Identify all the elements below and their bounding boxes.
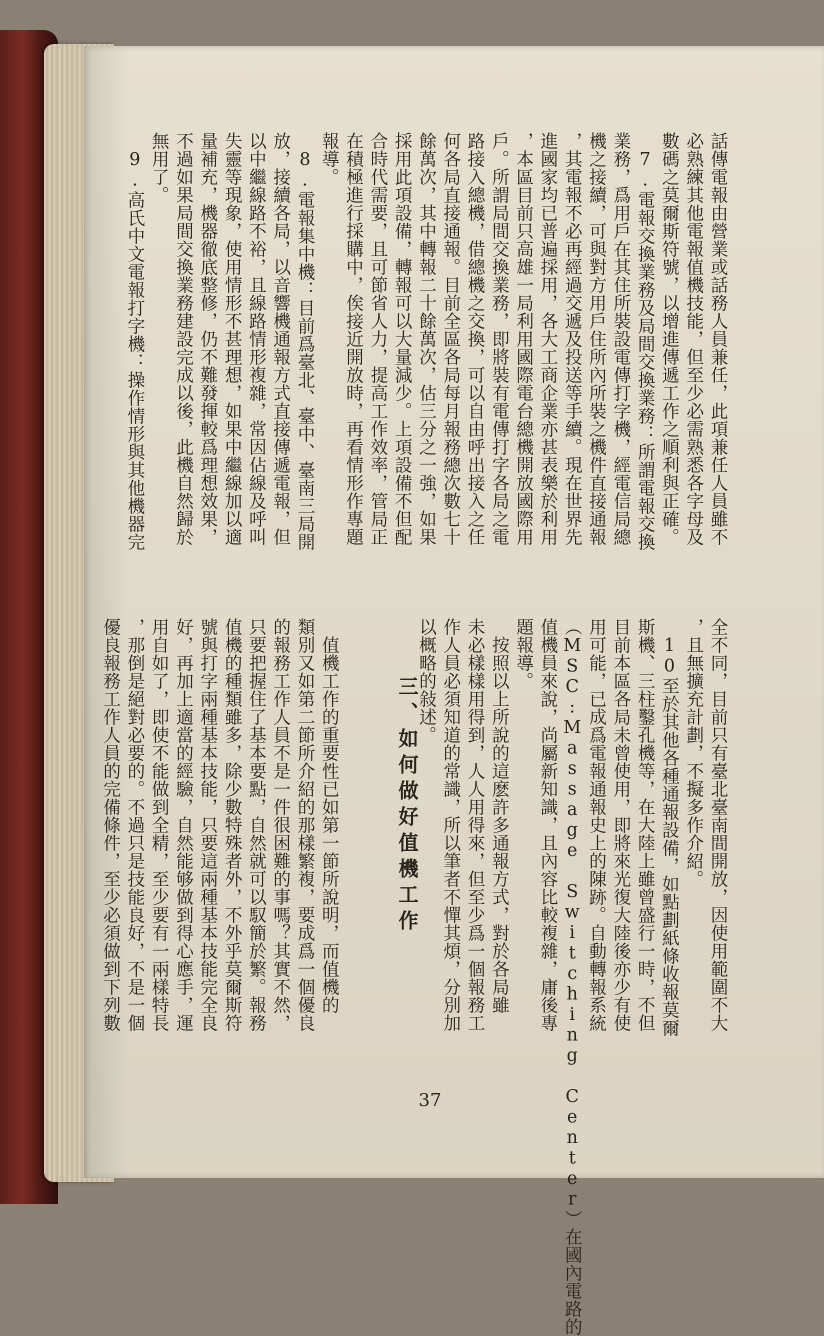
section-heading: 三、如何做好值機工作 [395, 676, 419, 936]
lower-text-block: 全不同，目前只有臺北臺南間開放，因使用範圍不大 ，且無擴充計劃，不擬多作介紹。 10至於其他各種通報設備，如點劃紙條收報莫爾 斯機、三柱鑿孔機等，在大陸上雖曾盛行一時，不但 目前本區各局未曾使用，即將來光復大陸後亦少有使 用可能，已成爲電報通報史上的陳跡。自動轉報系統 （MSC:Massage Switching Center）在國內電路的 值機員來說，尚屬新知識，且內容比較複雜，庸後專 題報導。 按照以上所說的這麽許多通報方式，對於各局雖 未必樣樣用得到，人人用得來，但至少爲一個報務工 作人員必須知道的常識，所以筆者不憚其煩，分別加 以概略的敍述。 值機工作的重要性已如第一節所說明，而值機的 類別又如第二節所介紹的那樣繁複，要成爲一個優良 的報務工作人員不是一件很困難的事嗎？其實不然， 只要把握住了基本要點，自然就可以馭簡於繁。報務 值機的種類雖多，除少數特殊者外，不外乎莫爾斯符 號與打字兩種基本技能，只要這兩種基本技能完全良 好，再加上適當的經驗，自然能够做到得心應手，運 用自如了，即使不能做到全精，至少要有一兩樣特長 ，那倒是絕對必要的。不過只是技能良好，不是一個 優良報務工作人員的完備條件，至少必須做到下列數 [100, 618, 728, 1336]
upper-text-block: 話傳電報由營業或話務人員兼任，此項兼任人員雖不 必熟練其他電報值機技能，但至少必需熟悉各字母及 數碼之莫爾斯符號，以增進傳遞工作之順利與正確。 7.電報交換業務及局間交換業務：所謂電報交換 業務，爲用戶在其住所裝設電傳打字機，經電信局總 機之接續，可與對方用戶住所內所裝之機件直接通報 ，其電報不必再經過交遞及投送等手續。現在世界先 進國家均已普遍採用，各大工商企業亦甚表樂於利用 ，本區目前只高雄一局利用國際電台總機開放國際用 戶。所謂局間交換業務，即將裝有電傳打字各局之電 路接入總機，借總機之交換，可以自由呼出接入之任 何各局直接通報。目前全區各局每月報務總次數七十 餘萬次，其中轉報二十餘萬次，估三分之一強，如果 採用此項設備，轉報可以大量減少。上項設備不但配 合時代需要，且可節省人力，提高工作效率，管局正 在積極進行採購中，俟接近開放時，再看情形作專題 報導。 8.電報集中機：目前爲臺北、臺中、臺南三局開 放，接續各局，以音響機通報方式直接傳遞電報，但 以中繼線路不裕，且線路情形複雜，常因佔線及呼叫 失靈等現象，使用情形不甚理想，如果中繼線加以適 量補充，機器徹底整修，仍不難發揮較爲理想效果， 不過如果局間交換業務建設完成以後，此機自然歸於 無用了。 9.高氏中文電報打字機：操作情形與其他機器完 [124, 132, 728, 551]
page-number: 37 [418, 1090, 442, 1111]
